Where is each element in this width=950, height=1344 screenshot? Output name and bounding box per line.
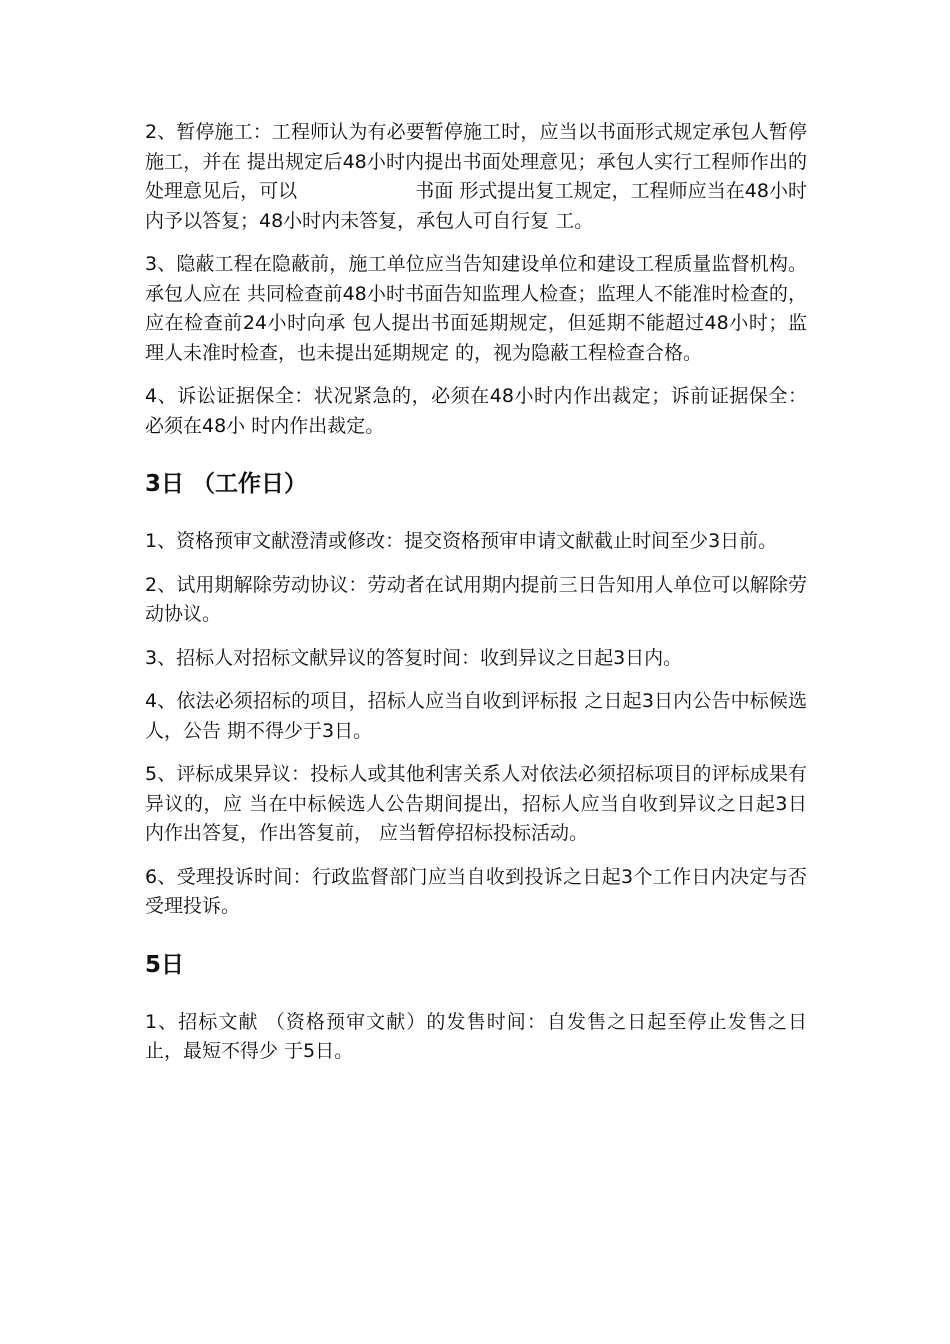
document-body bbox=[145, 118, 807, 1081]
heading-3-days: 3日 （工作日） bbox=[145, 471, 308, 497]
paragraph-3d-item-4: 4、依法必须招标的项目，招标人应当自收到评标报 之日起3日内公告中标候选人，公告 期不得少于3日。 bbox=[145, 690, 807, 742]
paragraph-5d-item-1: 1、招标文献 （资格预审文献）的发售时间：自发售之日起至停止发售之日止，最短不得少 于5日。 bbox=[145, 1010, 807, 1062]
paragraph-3d-item-1: 1、资格预审文献澄清或修改：提交资格预审申请文献截止时间至少3日前。 bbox=[145, 530, 778, 552]
paragraph-concealed-works: 3、隐蔽工程在隐蔽前，施工单位应当告知建设单位和建设工程质量监督机构。承包人应在 共同检查前48小时书面告知监理人检查；监理人不能准时检查的，应在检查前24小时向承 包人提出书面延期规定，但延期不能超过48小时；监理人未准时检查，也未提出延期规定 的，视为隐蔽工程检查合格。 bbox=[145, 253, 807, 364]
paragraph-3d-item-2: 2、试用期解除劳动协议：劳动者在试用期内提前三日告知用人单位可以解除劳动协议。 bbox=[145, 573, 807, 625]
paragraph-suspension-part2: 书面 形式提出复工规定，工程师应当在48小时内予以答复；48小时内未答复，承包人可自行复 工。 bbox=[145, 180, 807, 232]
paragraph-suspension-part1: 2、暂停施工：工程师认为有必要暂停施工时，应当以书面形式规定承包人暂停施工，并在 提出规定后48小时内提出书面处理意见；承包人实行工程师作出的处理意见后，可以 bbox=[145, 121, 807, 202]
paragraph-evidence-preservation: 4、诉讼证据保全：状况紧急的，必须在48小时内作出裁定；诉前证据保全：必须在48小 时内作出裁定。 bbox=[145, 385, 807, 437]
paragraph-3d-item-3: 3、招标人对招标文献异议的答复时间：收到异议之日起3日内。 bbox=[145, 646, 683, 669]
paragraph-3d-item-6: 6、受理投诉时间：行政监督部门应当自收到投诉之日起3个工作日内决定与否受理投诉。 bbox=[145, 865, 807, 917]
heading-5-days: 5日 bbox=[145, 951, 185, 978]
paragraph-suspension bbox=[145, 118, 807, 236]
paragraph-3d-item-5: 5、评标成果异议：投标人或其他利害关系人对依法必须招标项目的评标成果有异议的，应 当在中标候选人公告期间提出，招标人应当自收到异议之日起3日内作出答复，作出答复前， 应当暂停招标投标活动。 bbox=[145, 763, 807, 844]
